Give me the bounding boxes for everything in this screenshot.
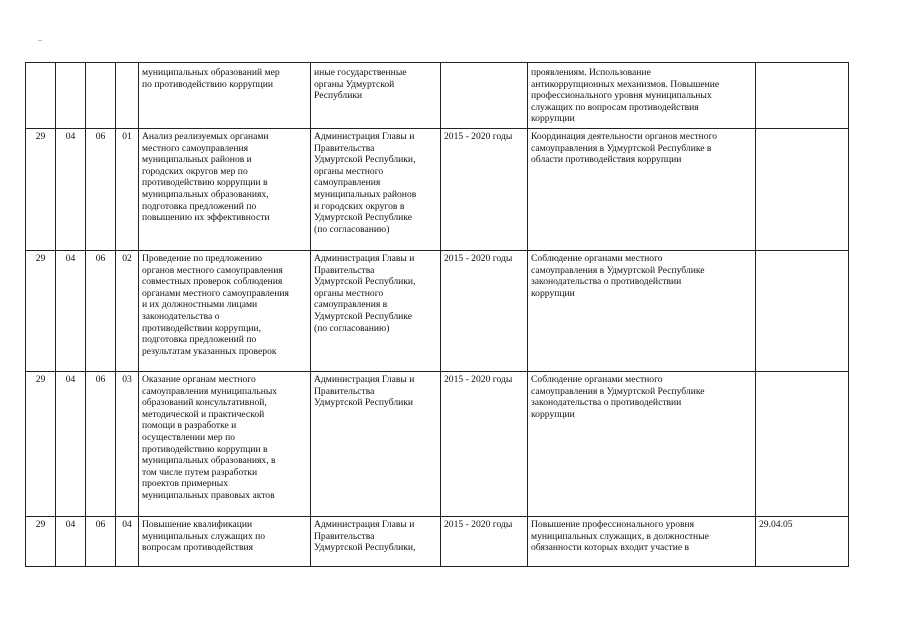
gp-code-cell (26, 63, 56, 129)
table-row (26, 129, 849, 251)
result-text: Соблюдение органами местного самоуправления в Удмуртской Республике законодательства о противодействии коррупции (531, 253, 705, 299)
link-cell: 29.04.05 (756, 517, 849, 567)
executor-cell (311, 129, 441, 251)
measure-name-text: Повышение квалификации муниципальных служащих по вопросам противодействия (142, 519, 266, 554)
executor-text: Администрация Главы и Правительства Удмуртской Республики, органы местного самоуправления в Удмуртской Республике (по согласованию) (314, 253, 416, 334)
link-cell (756, 63, 849, 129)
executor-text: Администрация Главы и Правительства Удмуртской Республики, органы местного самоуправления муниципальных районов и городских округов в Удмуртской Республике (по согласованию) (314, 131, 417, 235)
measure-name-cell (139, 63, 311, 129)
period-cell: 2015 - 2020 годы (441, 251, 528, 372)
measure-name-cell (139, 129, 311, 251)
pp-code-cell: 04 (56, 129, 86, 251)
link-cell (756, 251, 849, 372)
result-text: Повышение профессионального уровня муниципальных служащих, в должностные обязанности которых входит участие в (531, 519, 709, 554)
m-code-cell: 02 (116, 251, 139, 372)
pp-code-cell: 04 (56, 372, 86, 517)
link-cell (756, 129, 849, 251)
executor-cell (311, 517, 441, 567)
result-text: Соблюдение органами местного самоуправления в Удмуртской Республике законодательства о противодействии коррупции (531, 374, 705, 420)
m-code-cell: 03 (116, 372, 139, 517)
pp-code-cell (56, 63, 86, 129)
m-code-cell: 01 (116, 129, 139, 251)
om-code-cell: 06 (86, 251, 116, 372)
result-cell (528, 63, 756, 129)
m-code-cell: 04 (116, 517, 139, 567)
table-row (26, 63, 849, 129)
measure-name-text: муниципальных образований мер по противодействию коррупции (142, 67, 280, 90)
executor-cell (311, 63, 441, 129)
pp-code-cell: 04 (56, 517, 86, 567)
result-cell (528, 517, 756, 567)
measure-name-text: Проведение по предложению органов местного самоуправления совместных проверок соблюдения органами местного самоуправления и их должностными лицами законодательства о противодействии коррупции, подготовка предложений по результатам указанных проверок (142, 253, 289, 357)
gp-code-cell: 29 (26, 372, 56, 517)
gp-code-cell: 29 (26, 517, 56, 567)
period-cell: 2015 - 2020 годы (441, 517, 528, 567)
result-text: проявлениям. Использование антикоррупционных механизмов. Повышение профессионального уровня муниципальных служащих по вопросам противодействия коррупции (531, 67, 720, 125)
table-row (26, 251, 849, 372)
period-cell (441, 63, 528, 129)
measure-name-cell (139, 372, 311, 517)
pp-code-cell: 04 (56, 251, 86, 372)
om-code-cell (86, 63, 116, 129)
executor-text: Администрация Главы и Правительства Удмуртской Республики, (314, 519, 416, 554)
measure-name-cell (139, 251, 311, 372)
executor-text: иные государственные органы Удмуртской Республики (314, 67, 407, 102)
table-row (26, 372, 849, 517)
gp-code-cell: 29 (26, 129, 56, 251)
result-cell (528, 251, 756, 372)
executor-cell (311, 372, 441, 517)
executor-cell (311, 251, 441, 372)
program-measures-table (25, 62, 849, 567)
period-cell: 2015 - 2020 годы (441, 129, 528, 251)
measure-name-text: Анализ реализуемых органами местного самоуправления муниципальных районов и городских округов мер по противодействию коррупции в муниципальных образованиях, подготовка предложений по повышению их эффективности (142, 131, 270, 224)
result-text: Координация деятельности органов местного самоуправления в Удмуртской Республике в области противодействия коррупции (531, 131, 718, 166)
result-cell (528, 129, 756, 251)
om-code-cell: 06 (86, 372, 116, 517)
period-cell: 2015 - 2020 годы (441, 372, 528, 517)
table-row (26, 517, 849, 567)
link-cell (756, 372, 849, 517)
scan-mark (38, 40, 42, 41)
om-code-cell: 06 (86, 517, 116, 567)
om-code-cell: 06 (86, 129, 116, 251)
m-code-cell (116, 63, 139, 129)
gp-code-cell: 29 (26, 251, 56, 372)
result-cell (528, 372, 756, 517)
measure-name-cell (139, 517, 311, 567)
executor-text: Администрация Главы и Правительства Удмуртской Республики (314, 374, 415, 409)
measure-name-text: Оказание органам местного самоуправления муниципальных образований консультативной, методической и практической помощи в разработке и осуществлении мер по противодействию коррупции в муниципальных образованиях, в том числе путем разработки проектов примерных муниципальных правовых актов (142, 374, 278, 501)
